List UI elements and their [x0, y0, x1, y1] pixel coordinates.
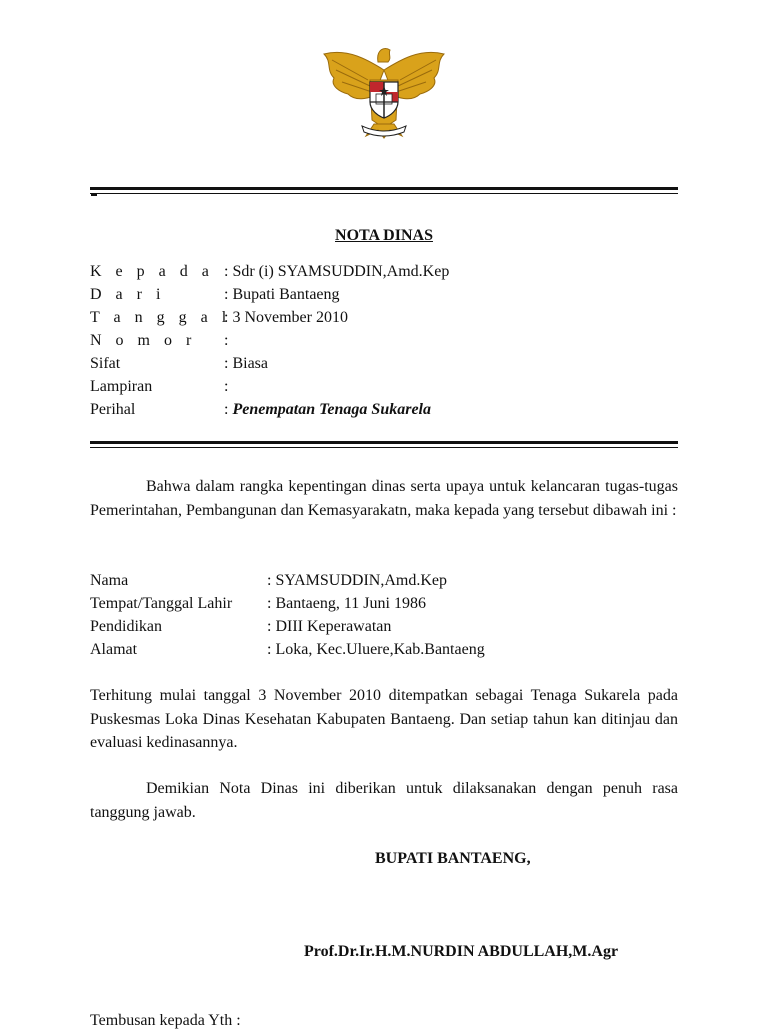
- header-rule-top: [90, 187, 678, 190]
- cc-heading: Tembusan kepada Yth :: [90, 1012, 241, 1029]
- person-label-pendidikan: Pendidikan: [90, 618, 162, 635]
- person-label-ttl: Tempat/Tanggal Lahir: [90, 595, 233, 612]
- perihal-colon: :: [224, 401, 229, 418]
- field-label-nomor: N o m o r: [90, 332, 197, 349]
- document-title: NOTA DINAS: [335, 227, 433, 244]
- closing-paragraph: Demikian Nota Dinas ini diberikan untuk dilaksanakan dengan penuh rasa tanggung jawab.: [90, 780, 678, 821]
- field-label-lampiran: Lampiran: [90, 378, 153, 395]
- field-value-nomor: :: [224, 332, 229, 349]
- person-value-ttl: : Bantaeng, 11 Juni 1986: [267, 595, 426, 612]
- field-label-perihal: Perihal: [90, 401, 136, 418]
- field-value-sifat: : Biasa: [224, 355, 268, 372]
- header-rule-bottom: [90, 193, 678, 194]
- person-value-nama: : SYAMSUDDIN,Amd.Kep: [267, 572, 448, 589]
- person-label-alamat: Alamat: [90, 641, 138, 658]
- person-label-nama: Nama: [90, 572, 129, 589]
- garuda-emblem-icon: [318, 40, 450, 140]
- perihal-text: Penempatan Tenaga Sukarela: [232, 401, 431, 418]
- person-value-alamat: : Loka, Kec.Uluere,Kab.Bantaeng: [267, 641, 485, 658]
- field-value-tanggal: : 3 November 2010: [224, 309, 348, 326]
- field-value-dari: : Bupati Bantaeng: [224, 286, 340, 303]
- field-value-lampiran: :: [224, 378, 229, 395]
- field-label-dari: D a r i: [90, 286, 166, 303]
- field-value-perihal: [224, 400, 431, 420]
- intro-paragraph: Bahwa dalam rangka kepentingan dinas serta upaya untuk kelancaran tugas-tugas Pemerintahan, Pembangunan dan Kemasyarakatn, maka kepada yang tersebut dibawah ini :: [90, 478, 678, 519]
- field-value-kepada: : Sdr (i) SYAMSUDDIN,Amd.Kep: [224, 263, 450, 280]
- divider-rule-top: [90, 441, 678, 444]
- field-label-kepada: K e p a d a: [90, 263, 214, 280]
- divider-rule-bottom: [90, 447, 678, 448]
- field-label-sifat: Sifat: [90, 355, 121, 372]
- signature-office: BUPATI BANTAENG,: [375, 850, 531, 867]
- rule-mark: [91, 193, 97, 196]
- signature-name: Prof.Dr.Ir.H.M.NURDIN ABDULLAH,M.Agr: [304, 943, 619, 960]
- person-value-pendidikan: : DIII Keperawatan: [267, 618, 392, 635]
- placement-paragraph: Terhitung mulai tanggal 3 November 2010 ditempatkan sebagai Tenaga Sukarela pada Puskesmas Loka Dinas Kesehatan Kabupaten Bantaeng. Dan setiap tahun kan ditinjau dan evaluasi kedinasannya.: [90, 687, 678, 751]
- field-label-tanggal: T a n g g a l: [90, 309, 232, 326]
